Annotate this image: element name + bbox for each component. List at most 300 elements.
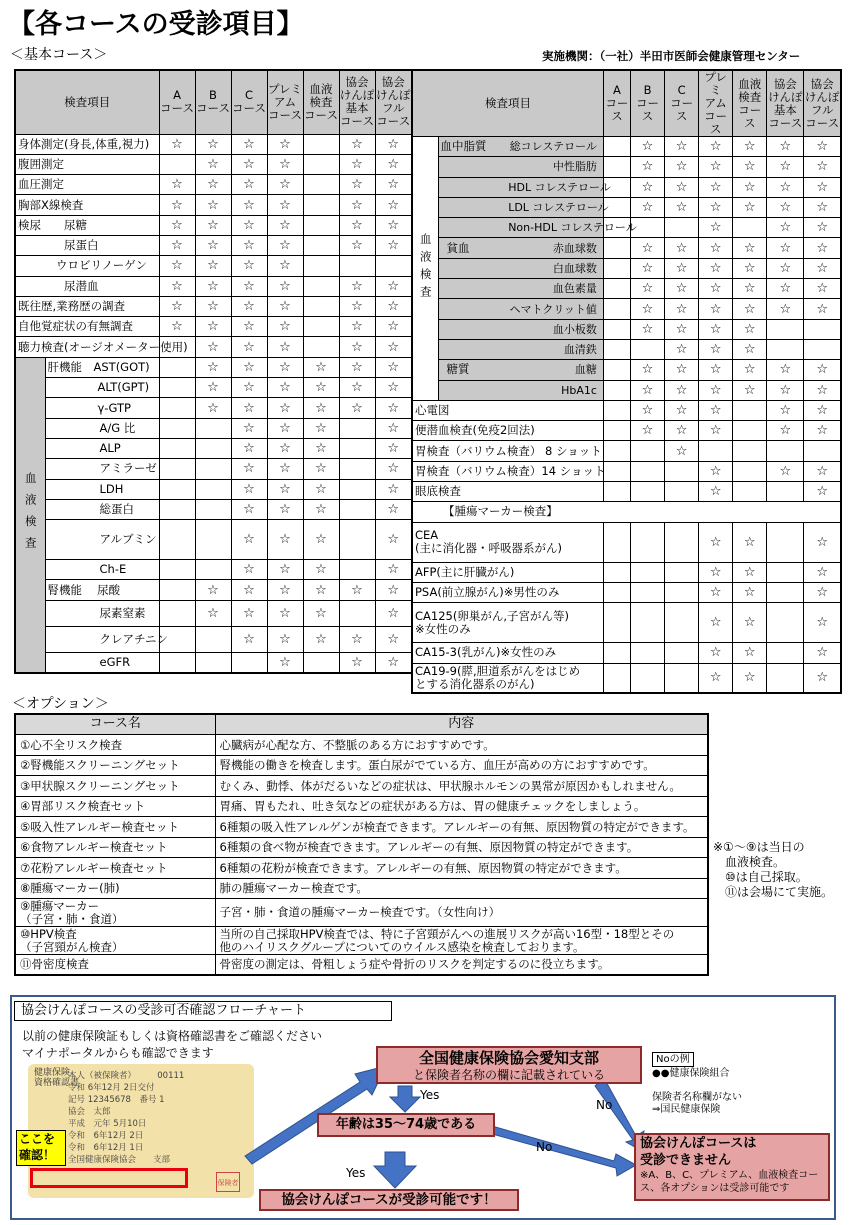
- right-item-label: HDL コレステロール: [508, 177, 603, 197]
- course-star: ☆: [733, 643, 767, 663]
- arrow-q1-yes: [390, 1086, 420, 1112]
- result-ng-title: 協会けんぽコースは 受診できません: [640, 1136, 757, 1168]
- option-name: ②腎機能スクリーニングセット: [15, 755, 215, 776]
- left-item-label: 身体測定(身長,体重,視力): [15, 134, 159, 154]
- course-star: ☆: [733, 299, 767, 319]
- result-ok-box: 協会けんぽコースが受診可能です！: [259, 1189, 519, 1211]
- course-star: ☆: [159, 215, 195, 235]
- course-star: ☆: [733, 339, 767, 359]
- course-star: ☆: [804, 603, 841, 643]
- course-star: ☆: [699, 319, 733, 339]
- course-star: ☆: [699, 461, 733, 481]
- course-star: ☆: [231, 626, 267, 652]
- course-star: ☆: [767, 157, 804, 177]
- course-star: ☆: [699, 177, 733, 197]
- course-star: ☆: [339, 357, 375, 377]
- course-star: ☆: [303, 600, 339, 626]
- option-content: むくみ、動悸、体がだるいなどの症状は、甲状腺ホルモンの異常が原因かもしれません。: [215, 776, 708, 797]
- course-star: ☆: [665, 421, 699, 441]
- course-star: ☆: [267, 560, 303, 580]
- card-lines: 本人（被保険者） 00111 令和 6年12月 2日交付 記号 12345678 番号 1 協会 太郎 平成 元年 5月10日 令和 6年12月 2日 令和 6年12月 1日 全国健康保険協会 支部: [68, 1071, 185, 1165]
- right-item-label: HbA1c: [508, 380, 603, 400]
- course-star: ☆: [733, 197, 767, 217]
- course-star: ☆: [231, 276, 267, 296]
- course-header-pre: プレミ アム コース: [699, 70, 733, 137]
- course-star: ☆: [767, 258, 804, 278]
- left-item-label: AST(GOT): [93, 359, 150, 374]
- option-note: ※①～⑨は当日の 血液検査。 ⑩は自己採取。 ⑪は会場にて実施。: [713, 840, 834, 899]
- course-star: ☆: [303, 580, 339, 600]
- course-star: ☆: [804, 157, 841, 177]
- tumor-item-label: PSA(前立腺がん)※男性のみ: [412, 582, 603, 602]
- course-star: ☆: [767, 197, 804, 217]
- option-content: 6種類の吸入性アレルゲンが検査できます。アレルギーの有無、原因物質の特定ができます。: [215, 817, 708, 838]
- tumor-item-label: CEA (主に消化器・呼吸器系がん): [412, 522, 603, 562]
- option-content: 腎機能の働きを検査します。蛋白尿がでている方、血圧が高めの方におすすめです。: [215, 755, 708, 776]
- course-star: ☆: [267, 154, 303, 174]
- course-star: ☆: [375, 357, 412, 377]
- question-insurer-box: [376, 1046, 642, 1084]
- result-ng-note: ※A、B、C、プレミアム、血液検査コー ス、各オプションは受診可能です: [640, 1170, 819, 1194]
- course-star: ☆: [267, 520, 303, 560]
- course-star: ☆: [375, 296, 412, 316]
- course-star: ☆: [303, 479, 339, 499]
- course-star: ☆: [804, 522, 841, 562]
- course-star: ☆: [231, 175, 267, 195]
- course-star: ☆: [339, 195, 375, 215]
- course-star: ☆: [375, 215, 412, 235]
- course-star: ☆: [339, 626, 375, 652]
- course-star: ☆: [267, 626, 303, 652]
- course-star: ☆: [195, 317, 231, 337]
- tumor-item-label: AFP(主に肝臓がん): [412, 562, 603, 582]
- option-name: ⑨腫瘍マーカー （子宮・肺・食道）: [15, 899, 215, 927]
- tumor-item-label: CA19-9(膵,胆道系がんをはじめ とする消化器系のがん): [412, 663, 603, 693]
- course-star: ☆: [267, 296, 303, 316]
- option-content: 心臓病が心配な方、不整脈のある方におすすめです。: [215, 735, 708, 756]
- course-star: ☆: [375, 652, 412, 672]
- course-star: ☆: [733, 603, 767, 643]
- left-item-label: 胸部X線検査: [15, 195, 159, 215]
- left-item-label: 検尿 尿糖: [15, 215, 159, 235]
- course-star: ☆: [159, 175, 195, 195]
- course-star: ☆: [699, 643, 733, 663]
- right-item-label: 便潜血検査(免疫2回法): [412, 421, 603, 441]
- course-star: ☆: [303, 438, 339, 458]
- course-star: ☆: [375, 317, 412, 337]
- option-name: ①心不全リスク検査: [15, 735, 215, 756]
- course-star: ☆: [804, 258, 841, 278]
- course-star: ☆: [339, 215, 375, 235]
- option-label: ＜オプション＞: [12, 696, 109, 712]
- course-star: ☆: [231, 296, 267, 316]
- course-star: ☆: [339, 296, 375, 316]
- course-star: ☆: [375, 580, 412, 600]
- left-item-label: 尿素窒素: [99, 605, 146, 620]
- course-star: ☆: [767, 380, 804, 400]
- course-star: ☆: [195, 215, 231, 235]
- course-star: ☆: [767, 360, 804, 380]
- course-star: ☆: [375, 499, 412, 519]
- right-item-label: LDL コレステロール: [508, 197, 603, 217]
- course-star: ☆: [303, 520, 339, 560]
- course-star: ☆: [231, 134, 267, 154]
- course-star: ☆: [195, 195, 231, 215]
- course-star: ☆: [804, 299, 841, 319]
- course-star: ☆: [267, 175, 303, 195]
- option-header-content: 内容: [215, 714, 708, 735]
- course-star: ☆: [339, 580, 375, 600]
- course-star: ☆: [665, 319, 699, 339]
- course-star: ☆: [630, 319, 664, 339]
- right-group-sugar: 糖質: [446, 362, 470, 377]
- option-content: 骨密度の測定は、骨粗しょう症や骨折のリスクを判定するのに役立ちます。: [215, 955, 708, 976]
- left-item-label: γ-GTP: [97, 400, 131, 415]
- course-star: ☆: [159, 195, 195, 215]
- course-star: ☆: [375, 175, 412, 195]
- course-star: ☆: [231, 337, 267, 357]
- course-star: ☆: [733, 522, 767, 562]
- right-item-label: 中性脂肪: [508, 157, 603, 177]
- option-content: 胃痛、胃もたれ、吐き気などの症状がある方は、胃の健康チェックをしましょう。: [215, 796, 708, 817]
- course-star: ☆: [195, 235, 231, 255]
- course-star: ☆: [767, 137, 804, 157]
- course-star: ☆: [804, 421, 841, 441]
- course-star: ☆: [375, 520, 412, 560]
- course-star: ☆: [665, 238, 699, 258]
- course-star: ☆: [665, 299, 699, 319]
- course-star: ☆: [267, 398, 303, 418]
- right-item-label: 総コレステロール: [508, 137, 603, 157]
- course-star: ☆: [195, 296, 231, 316]
- course-star: ☆: [630, 400, 664, 420]
- option-header-name: コース名: [15, 714, 215, 735]
- course-star: ☆: [733, 279, 767, 299]
- course-star: ☆: [665, 177, 699, 197]
- course-star: ☆: [733, 238, 767, 258]
- course-star: ☆: [804, 380, 841, 400]
- course-star: ☆: [733, 157, 767, 177]
- course-star: ☆: [665, 157, 699, 177]
- course-star: ☆: [231, 479, 267, 499]
- course-star: ☆: [231, 195, 267, 215]
- course-header-kf: 協会 けんぽ フル コース: [375, 70, 412, 134]
- course-header-kf: 協会 けんぽ フル コース: [804, 70, 841, 137]
- course-star: ☆: [375, 600, 412, 626]
- right-item-label: 眼底検査: [412, 482, 603, 502]
- course-star: ☆: [699, 522, 733, 562]
- left-group-blood: 血液検査: [15, 357, 45, 672]
- course-star: ☆: [159, 317, 195, 337]
- left-item-label: LDH: [99, 481, 124, 496]
- course-star: ☆: [804, 482, 841, 502]
- course-header-c: C コース: [665, 70, 699, 137]
- course-star: ☆: [767, 218, 804, 238]
- course-star: ☆: [804, 643, 841, 663]
- option-name: ⑤吸入性アレルギー検査セット: [15, 817, 215, 838]
- course-star: ☆: [231, 317, 267, 337]
- left-item-label: 聴力検査(オージオメーター使用): [15, 337, 159, 357]
- right-item-label: 赤血球数: [508, 238, 603, 258]
- course-star: ☆: [630, 380, 664, 400]
- course-star: ☆: [733, 562, 767, 582]
- left-item-label: 尿潜血: [15, 276, 159, 296]
- course-star: ☆: [630, 177, 664, 197]
- course-star: ☆: [767, 461, 804, 481]
- course-header-blood: 血液 検査 コース: [733, 70, 767, 137]
- course-star: ☆: [699, 258, 733, 278]
- left-group-kidney: 腎機能: [47, 582, 82, 597]
- yes-label-2: Yes: [346, 1166, 366, 1180]
- course-star: ☆: [231, 499, 267, 519]
- course-star: ☆: [339, 317, 375, 337]
- course-star: ☆: [375, 398, 412, 418]
- tumor-header: 【腫瘍マーカー検査】: [412, 502, 841, 522]
- course-star: ☆: [699, 157, 733, 177]
- course-star: ☆: [267, 134, 303, 154]
- course-star: ☆: [195, 378, 231, 398]
- course-star: ☆: [231, 357, 267, 377]
- question-insurer-title: 全国健康保険協会愛知支部: [418, 1049, 599, 1067]
- arrow-q2-yes: [374, 1152, 416, 1188]
- course-star: ☆: [699, 137, 733, 157]
- header-item-right: 検査項目: [412, 70, 603, 137]
- course-star: ☆: [231, 256, 267, 276]
- course-star: ☆: [231, 235, 267, 255]
- course-star: ☆: [231, 215, 267, 235]
- course-star: ☆: [195, 580, 231, 600]
- course-star: ☆: [231, 459, 267, 479]
- course-star: ☆: [699, 663, 733, 693]
- right-item-label: 血清鉄: [508, 339, 603, 359]
- course-star: ☆: [195, 398, 231, 418]
- course-star: ☆: [630, 197, 664, 217]
- course-star: ☆: [630, 157, 664, 177]
- yes-label-1: Yes: [420, 1088, 440, 1102]
- course-star: ☆: [733, 137, 767, 157]
- course-star: ☆: [339, 134, 375, 154]
- right-item-label: 胃検査（バリウム検査） 8 ショット: [412, 441, 603, 461]
- course-star: ☆: [733, 360, 767, 380]
- course-star: ☆: [665, 441, 699, 461]
- course-star: ☆: [804, 582, 841, 602]
- course-star: ☆: [267, 418, 303, 438]
- course-star: ☆: [303, 560, 339, 580]
- course-star: ☆: [699, 380, 733, 400]
- card-header: 健康保険 資格確認書: [34, 1068, 80, 1088]
- course-star: ☆: [267, 600, 303, 626]
- tumor-item-label: CA125(卵巣がん,子宮がん等) ※女性のみ: [412, 603, 603, 643]
- course-star: ☆: [375, 479, 412, 499]
- course-star: ☆: [767, 299, 804, 319]
- course-star: ☆: [375, 560, 412, 580]
- course-star: ☆: [375, 418, 412, 438]
- course-star: ☆: [267, 479, 303, 499]
- institution: 実施機関：（一社）半田市医師会健康管理センター: [542, 49, 801, 63]
- left-item-label: ALP: [99, 441, 121, 456]
- course-star: ☆: [699, 299, 733, 319]
- course-star: ☆: [159, 235, 195, 255]
- course-star: ☆: [231, 398, 267, 418]
- course-star: ☆: [339, 378, 375, 398]
- course-star: ☆: [733, 663, 767, 693]
- course-star: ☆: [375, 276, 412, 296]
- left-item-label: ウロビリノーゲン: [15, 256, 159, 276]
- option-name: ③甲状腺スクリーニングセット: [15, 776, 215, 797]
- no-label-1: No: [596, 1098, 613, 1112]
- course-star: ☆: [159, 256, 195, 276]
- left-item-label: 自他覚症状の有無調査: [15, 317, 159, 337]
- check-here-label: ここを 確認！: [16, 1130, 66, 1166]
- left-item-label: 尿蛋白: [15, 235, 159, 255]
- course-star: ☆: [375, 337, 412, 357]
- course-star: ☆: [630, 238, 664, 258]
- course-star: ☆: [699, 482, 733, 502]
- course-star: ☆: [231, 438, 267, 458]
- course-star: ☆: [630, 360, 664, 380]
- option-content: 6種類の食べ物が検査できます。アレルギーの有無、原因物質の特定ができます。: [215, 837, 708, 858]
- option-name: ⑥食物アレルギー検査セット: [15, 837, 215, 858]
- course-header-kb: 協会 けんぽ 基本 コース: [767, 70, 804, 137]
- option-content: 子宮・肺・食道の腫瘍マーカー検査です。（女性向け）: [215, 899, 708, 927]
- course-star: ☆: [804, 360, 841, 380]
- header-item-left: 検査項目: [15, 70, 159, 134]
- course-star: ☆: [665, 137, 699, 157]
- course-star: ☆: [267, 337, 303, 357]
- right-item-label: 胃検査（バリウム検査）14 ショット: [412, 461, 603, 481]
- course-star: ☆: [267, 438, 303, 458]
- left-item-label: ALT(GPT): [97, 380, 150, 395]
- course-star: ☆: [339, 154, 375, 174]
- course-star: ☆: [267, 256, 303, 276]
- course-star: ☆: [733, 258, 767, 278]
- page-title: 【各コースの受診項目】: [8, 9, 304, 40]
- course-header-pre: プレミ アム コース: [267, 70, 303, 134]
- left-item-label: アミラーゼ: [99, 461, 157, 476]
- left-item-label: 既往歴,業務歴の調査: [15, 296, 159, 316]
- right-item-label: 血小板数: [508, 319, 603, 339]
- course-star: ☆: [699, 279, 733, 299]
- option-name: ⑧腫瘍マーカー(肺): [15, 878, 215, 899]
- course-star: ☆: [231, 560, 267, 580]
- course-star: ☆: [195, 175, 231, 195]
- left-item-label: 腹囲測定: [15, 154, 159, 174]
- course-star: ☆: [767, 238, 804, 258]
- course-star: ☆: [804, 279, 841, 299]
- option-name: ⑪骨密度検査: [15, 955, 215, 976]
- course-star: ☆: [195, 276, 231, 296]
- course-star: ☆: [195, 154, 231, 174]
- course-star: ☆: [195, 600, 231, 626]
- right-item-label: 血色素量: [508, 279, 603, 299]
- course-star: ☆: [231, 580, 267, 600]
- course-star: ☆: [699, 603, 733, 643]
- option-content: 当所の自己採取HPV検査では、特に子宮頸がんへの進展リスクが高い16型・18型とその 他のハイリスクグループについてのウイルス感染を検査しております。: [215, 927, 708, 955]
- flowchart-intro: 以前の健康保険証もしくは資格確認書をご確認ください マイナポータルからも確認できます: [22, 1029, 323, 1060]
- course-star: ☆: [375, 438, 412, 458]
- course-star: ☆: [733, 177, 767, 197]
- right-group-blood: 血液検査: [412, 137, 438, 401]
- course-star: ☆: [699, 339, 733, 359]
- course-star: ☆: [630, 299, 664, 319]
- course-star: ☆: [231, 154, 267, 174]
- question-age-box: 年齢は35～74歳である: [317, 1113, 495, 1137]
- course-star: ☆: [699, 400, 733, 420]
- course-star: ☆: [267, 215, 303, 235]
- course-star: ☆: [733, 319, 767, 339]
- course-star: ☆: [267, 276, 303, 296]
- course-star: ☆: [267, 235, 303, 255]
- course-star: ☆: [665, 380, 699, 400]
- course-star: ☆: [804, 177, 841, 197]
- course-star: ☆: [804, 197, 841, 217]
- course-star: ☆: [303, 499, 339, 519]
- course-header-blood: 血液 検査 コース: [303, 70, 339, 134]
- flowchart-title: 協会けんぽコースの受診可否確認フローチャート: [14, 1001, 392, 1021]
- course-star: ☆: [699, 218, 733, 238]
- question-insurer-sub: と保険者名称の欄に記載されている: [412, 1068, 605, 1082]
- course-star: ☆: [699, 238, 733, 258]
- left-item-label: クレアチニン: [99, 631, 169, 646]
- left-item-label: 総蛋白: [99, 501, 134, 516]
- course-star: ☆: [159, 276, 195, 296]
- course-star: ☆: [375, 626, 412, 652]
- course-star: ☆: [339, 235, 375, 255]
- no-example-title: Noの例: [652, 1052, 694, 1067]
- course-star: ☆: [159, 134, 195, 154]
- course-star: ☆: [303, 398, 339, 418]
- course-header-a: A コース: [159, 70, 195, 134]
- course-star: ☆: [339, 337, 375, 357]
- course-star: ☆: [733, 380, 767, 400]
- course-header-c: C コース: [231, 70, 267, 134]
- option-name: ④胃部リスク検査セット: [15, 796, 215, 817]
- course-star: ☆: [303, 626, 339, 652]
- course-star: ☆: [665, 197, 699, 217]
- right-item-label: 心電図: [412, 400, 603, 420]
- course-star: ☆: [665, 339, 699, 359]
- course-star: ☆: [375, 134, 412, 154]
- course-star: ☆: [375, 195, 412, 215]
- course-star: ☆: [267, 378, 303, 398]
- course-star: ☆: [303, 378, 339, 398]
- course-header-b: B コース: [195, 70, 231, 134]
- left-group-liver: 肝機能: [47, 359, 82, 374]
- course-header-b: B コース: [630, 70, 664, 137]
- course-star: ☆: [195, 337, 231, 357]
- course-star: ☆: [375, 459, 412, 479]
- option-content: 肺の腫瘍マーカー検査です。: [215, 878, 708, 899]
- course-star: ☆: [630, 421, 664, 441]
- course-star: ☆: [267, 652, 303, 672]
- left-item-label: eGFR: [99, 654, 131, 669]
- course-star: ☆: [195, 256, 231, 276]
- course-star: ☆: [339, 276, 375, 296]
- course-star: ☆: [699, 360, 733, 380]
- course-star: ☆: [303, 459, 339, 479]
- left-item-label: 尿酸: [97, 582, 121, 597]
- course-star: ☆: [375, 378, 412, 398]
- right-group-lipid: 血中脂質: [440, 139, 487, 154]
- course-star: ☆: [630, 137, 664, 157]
- course-star: ☆: [195, 357, 231, 377]
- course-star: ☆: [339, 652, 375, 672]
- left-item-label: 血圧測定: [15, 175, 159, 195]
- course-star: ☆: [804, 137, 841, 157]
- course-star: ☆: [267, 317, 303, 337]
- course-star: ☆: [699, 197, 733, 217]
- result-ng-box: [634, 1133, 830, 1201]
